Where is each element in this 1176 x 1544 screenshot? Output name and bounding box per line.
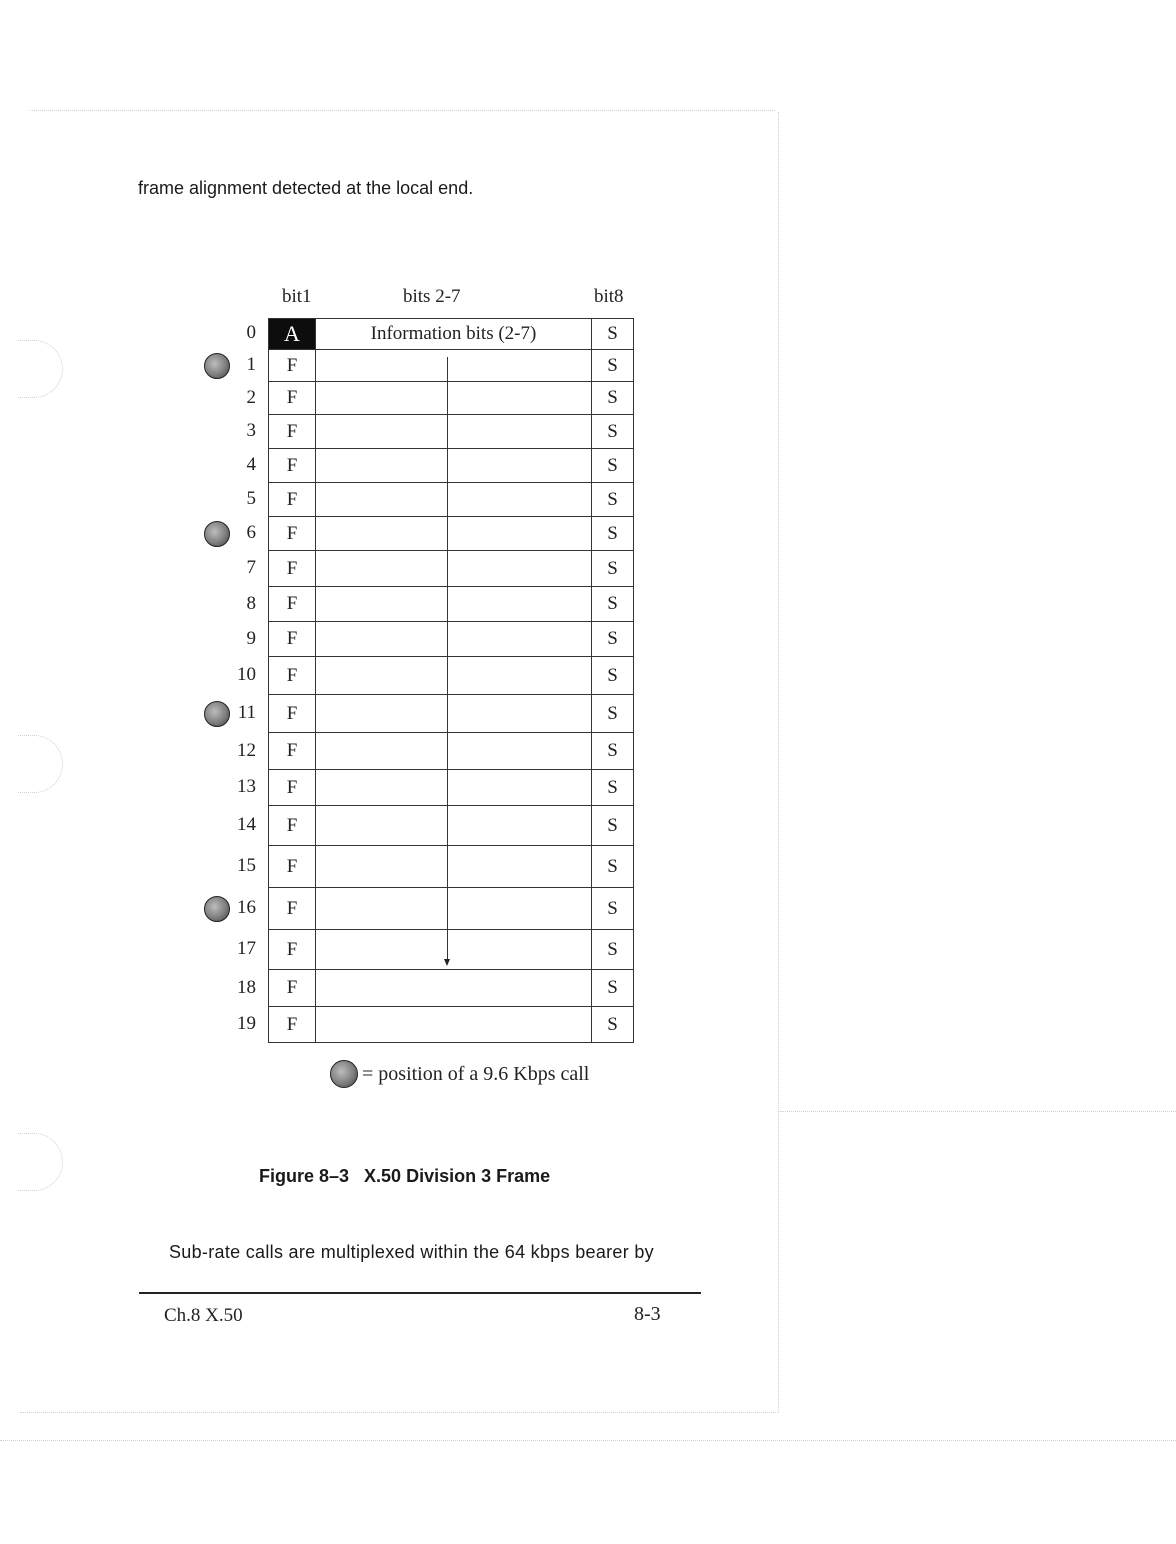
footer-chapter: Ch.8 X.50 xyxy=(164,1305,243,1326)
row-number: 13 xyxy=(237,776,256,797)
bit8-cell: S xyxy=(592,483,634,516)
info-bits-cell xyxy=(316,695,592,732)
footer-rule xyxy=(139,1292,701,1294)
bit8-cell: S xyxy=(592,449,634,482)
continuation-arrow-line xyxy=(447,357,448,961)
bit8-cell: S xyxy=(592,846,634,887)
bit1-cell: F xyxy=(268,770,316,805)
bit8-cell: S xyxy=(592,551,634,586)
frame-row xyxy=(268,587,634,622)
scan-border-right xyxy=(778,112,779,1412)
row-number: 4 xyxy=(246,454,256,475)
body-text: Sub-rate calls are multiplexed within the 64 kbps bearer by xyxy=(169,1242,654,1262)
info-bits-cell xyxy=(316,657,592,694)
row-number: 8 xyxy=(246,592,256,614)
info-bits-cell xyxy=(316,806,592,845)
frame-row xyxy=(268,1007,634,1043)
bit8-cell: S xyxy=(592,382,634,414)
frame-row xyxy=(268,517,634,551)
row-number: 14 xyxy=(237,814,256,835)
call-position-dot-icon xyxy=(330,1060,358,1088)
info-bits-cell: Information bits (2-7) xyxy=(316,318,592,349)
bit1-cell: F xyxy=(268,695,316,732)
info-bits-cell xyxy=(316,770,592,805)
bit8-cell: S xyxy=(592,350,634,381)
figure-caption: Figure 8–3 X.50 Division 3 Frame xyxy=(259,1166,551,1186)
bit8-cell: S xyxy=(592,318,634,349)
bit8-cell: S xyxy=(592,970,634,1006)
frame-row xyxy=(268,695,634,733)
bit1-cell: F xyxy=(268,517,316,550)
info-bits-cell xyxy=(316,517,592,550)
row-number: 15 xyxy=(237,855,256,876)
info-bits-cell xyxy=(316,587,592,621)
row-number: 17 xyxy=(237,938,256,959)
info-bits-cell xyxy=(316,350,592,381)
frame-row xyxy=(268,970,634,1007)
bit1-cell: F xyxy=(268,970,316,1006)
frame-row xyxy=(268,449,634,483)
info-bits-cell xyxy=(316,483,592,516)
frame-row xyxy=(268,350,634,382)
bit8-cell: S xyxy=(592,517,634,550)
bit8-cell: S xyxy=(592,930,634,969)
scan-border-top xyxy=(30,110,775,111)
intro-text: frame alignment detected at the local end. xyxy=(138,178,474,198)
bit1-cell: F xyxy=(268,382,316,414)
row-number: 11 xyxy=(237,702,256,723)
call-position-dot-icon xyxy=(204,701,230,727)
frame-row xyxy=(268,657,634,695)
call-position-dot-icon xyxy=(204,521,230,547)
bit1-cell: A xyxy=(268,318,316,349)
bit8-cell: S xyxy=(592,695,634,732)
row-number: 5 xyxy=(246,488,256,509)
row-number: 6 xyxy=(246,522,256,543)
bit8-cell: S xyxy=(592,587,634,621)
row-number: 3 xyxy=(246,420,256,441)
frame-row xyxy=(268,733,634,770)
info-bits-cell xyxy=(316,888,592,929)
call-position-dot-icon xyxy=(204,896,230,922)
info-bits-cell xyxy=(316,970,592,1006)
scan-border-bottom xyxy=(20,1412,778,1413)
info-bits-cell xyxy=(316,449,592,482)
bit1-cell: F xyxy=(268,806,316,845)
info-bits-cell xyxy=(316,846,592,887)
frame-row xyxy=(268,930,634,970)
bit1-cell: F xyxy=(268,587,316,621)
row-number: 12 xyxy=(237,739,256,761)
scan-border-bottom-2 xyxy=(0,1440,1176,1441)
bit1-cell: F xyxy=(268,483,316,516)
row-number: 18 xyxy=(237,976,256,998)
frame-top-border xyxy=(268,318,634,319)
bit8-cell: S xyxy=(592,806,634,845)
bit1-cell: F xyxy=(268,415,316,448)
arrow-down-icon xyxy=(444,959,450,966)
legend xyxy=(330,1060,589,1088)
header-bits-2-7: bits 2-7 xyxy=(403,286,461,307)
info-bits-cell xyxy=(316,733,592,769)
frame-row xyxy=(268,382,634,415)
legend-text: = position of a 9.6 Kbps call xyxy=(362,1062,590,1085)
bit8-cell: S xyxy=(592,770,634,805)
frame-row xyxy=(268,770,634,806)
frame-row xyxy=(268,846,634,888)
bit1-cell: F xyxy=(268,657,316,694)
frame-row xyxy=(268,318,634,350)
info-bits-cell xyxy=(316,1007,592,1042)
frame-row xyxy=(268,551,634,587)
row-number: 7 xyxy=(246,557,256,578)
bit1-cell: F xyxy=(268,622,316,656)
punch-hole-1 xyxy=(18,340,63,398)
punch-hole-2 xyxy=(18,735,63,793)
bit8-cell: S xyxy=(592,888,634,929)
bit8-cell: S xyxy=(592,657,634,694)
scan-border-mid xyxy=(780,1111,1176,1112)
bit1-cell: F xyxy=(268,551,316,586)
footer-page-number: 8-3 xyxy=(634,1303,661,1325)
row-number: 9 xyxy=(246,627,256,649)
bit8-cell: S xyxy=(592,415,634,448)
info-bits-cell xyxy=(316,930,592,969)
row-number: 1 xyxy=(246,354,256,375)
info-bits-cell xyxy=(316,415,592,448)
row-number: 16 xyxy=(237,897,256,918)
row-number: 2 xyxy=(246,386,256,408)
bit1-cell: F xyxy=(268,930,316,969)
punch-hole-3 xyxy=(18,1133,63,1191)
frame-row xyxy=(268,806,634,846)
bit1-cell: F xyxy=(268,888,316,929)
bit8-cell: S xyxy=(592,1007,634,1042)
bit1-cell: F xyxy=(268,1007,316,1042)
frame-row xyxy=(268,888,634,930)
row-number: 10 xyxy=(237,664,256,685)
frame-row xyxy=(268,622,634,657)
bit1-cell: F xyxy=(268,846,316,887)
bit1-cell: F xyxy=(268,350,316,381)
call-position-dot-icon xyxy=(204,353,230,379)
bit8-cell: S xyxy=(592,733,634,769)
info-bits-cell xyxy=(316,622,592,656)
frame-row xyxy=(268,415,634,449)
frame-row xyxy=(268,483,634,517)
bit8-cell: S xyxy=(592,622,634,656)
header-bit8: bit8 xyxy=(594,286,624,307)
header-bit1: bit1 xyxy=(282,286,312,307)
row-number: 0 xyxy=(246,322,256,343)
bit1-cell: F xyxy=(268,733,316,769)
info-bits-cell xyxy=(316,551,592,586)
bit1-cell: F xyxy=(268,449,316,482)
info-bits-cell xyxy=(316,382,592,414)
row-number: 19 xyxy=(237,1013,256,1034)
